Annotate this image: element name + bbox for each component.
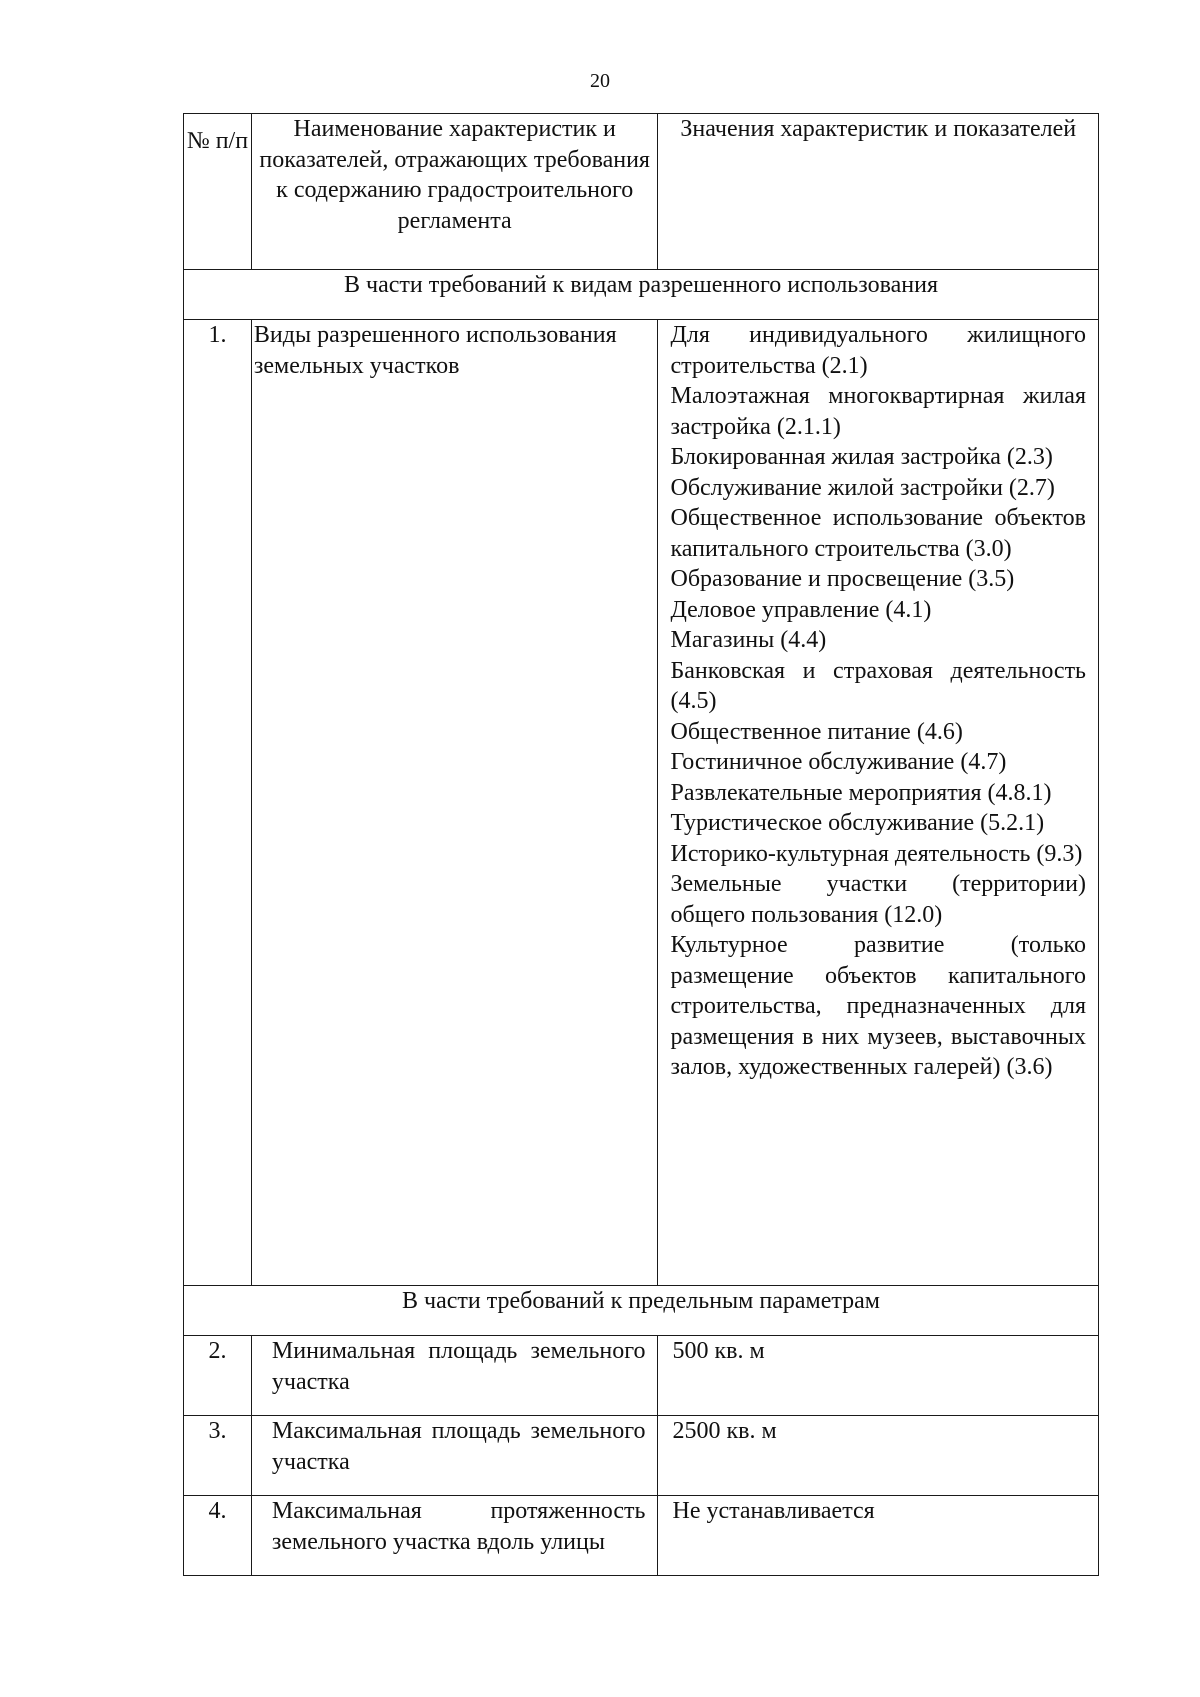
page-number: 20 [590,70,610,92]
table-row [184,1336,1099,1416]
list-item: Историко-культурная деятельность (9.3) [670,840,1083,867]
header-value: Значения характеристик и показателей [658,114,1099,270]
list-item: Общественное использование объектов капитального строительства (3.0) [670,505,1086,562]
list-item: Для индивидуального жилищного строительства (2.1) [670,322,1086,379]
regulation-table [183,113,1099,1576]
list-item: Земельные участки (территории) общего пользования (12.0) [670,871,1086,928]
table-header-row [184,114,1099,270]
row-value: 500 кв. м [658,1336,1099,1416]
section-row [184,1286,1099,1336]
section-title-limit-parameters: В части требований к предельным параметрам [184,1286,1099,1336]
list-item: Развлекательные мероприятия (4.8.1) [670,779,1052,806]
header-number: № п/п [184,114,252,270]
section-title-permitted-use: В части требований к видам разрешенного использования [184,270,1099,320]
row-name: Минимальная площадь земельного участка [251,1336,658,1416]
row-number: 3. [184,1416,252,1496]
table-row [184,320,1099,1286]
row-number: 1. [184,320,252,1286]
table-row [184,1496,1099,1576]
list-item: Обслуживание жилой застройки (2.7) [670,474,1055,501]
list-item: Общественное питание (4.6) [670,718,963,745]
section-row [184,270,1099,320]
list-item: Образование и просвещение (3.5) [670,566,1015,592]
row-name: Максимальная площадь земельного участка [251,1416,658,1496]
list-item: Гостиничное обслуживание (4.7) [670,749,1007,775]
row-name: Виды разрешенного использования земельных участков [251,320,658,1286]
list-item: Культурное развитие (только размещение объектов капитального строительства, предназначенных для размещения в них музеев, выставочных залов, художественных галерей) (3.6) [670,932,1086,1080]
list-item: Малоэтажная многоквартирная жилая застройка (2.1.1) [670,383,1086,440]
permitted-use-list [658,320,1099,1286]
row-value: Не устанавливается [658,1496,1099,1576]
row-number: 2. [184,1336,252,1416]
list-item: Блокированная жилая застройка (2.3) [670,444,1053,470]
list-item: Банковская и страховая деятельность (4.5) [670,657,1086,714]
list-item: Туристическое обслуживание (5.2.1) [670,810,1045,836]
table-row [184,1416,1099,1496]
row-name: Максимальная протяженность земельного участка вдоль улицы [251,1496,658,1576]
row-number: 4. [184,1496,252,1576]
header-name: Наименование характеристик и показателей, отражающих требования к содержанию градостроительного регламента [251,114,658,270]
list-item: Магазины (4.4) [670,627,827,653]
row-value: 2500 кв. м [658,1416,1099,1496]
list-item: Деловое управление (4.1) [670,596,932,623]
